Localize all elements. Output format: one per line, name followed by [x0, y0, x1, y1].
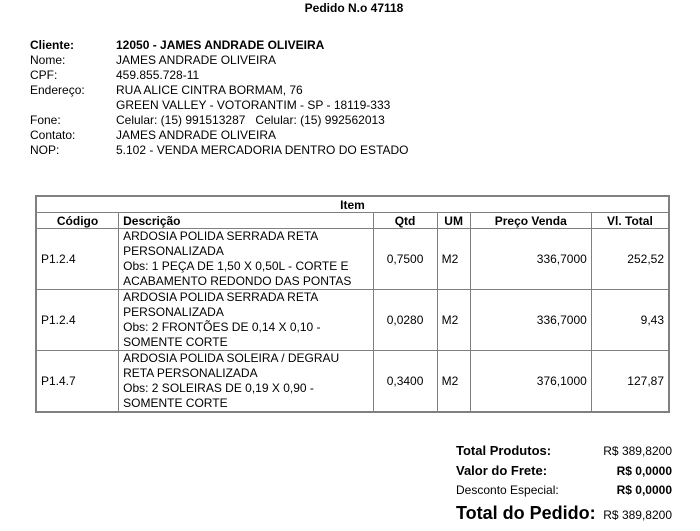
info-row-fone	[30, 113, 409, 128]
table-row	[36, 290, 669, 351]
table-row	[36, 229, 669, 290]
info-row-nop	[30, 143, 409, 158]
desconto-especial-label: Desconto Especial:	[456, 483, 559, 497]
col-header-vl-total: Vl. Total	[591, 213, 669, 229]
info-value: 12050 - JAMES ANDRADE OLIVEIRA	[116, 38, 325, 52]
cell-total: 127,87	[591, 351, 669, 413]
info-value: JAMES ANDRADE OLIVEIRA	[116, 53, 277, 67]
item-obs: Obs: 2 FRONTÕES DE 0,14 X 0,10 - SOMENTE CORTE	[123, 320, 321, 349]
info-value: GREEN VALLEY - VOTORANTIM - SP - 18119-333	[116, 98, 391, 112]
valor-frete-value: R$ 0,0000	[616, 464, 672, 478]
info-value: Celular: (15) 991513287 Celular: (15) 992562013	[116, 113, 385, 127]
cell-qty: 0,7500	[373, 229, 437, 290]
table-row	[36, 351, 669, 413]
total-pedido-row	[456, 503, 672, 524]
info-row-cliente	[30, 38, 409, 53]
item-description: ARDOSIA POLIDA SOLEIRA / DEGRAU RETA PERSONALIZADA	[123, 351, 340, 380]
cell-unit: M2	[437, 351, 470, 413]
total-produtos-row	[456, 443, 672, 463]
info-value: JAMES ANDRADE OLIVEIRA	[116, 128, 277, 142]
total-produtos-label: Total Produtos:	[456, 443, 552, 458]
cell-description	[119, 290, 373, 351]
col-header-um: UM	[437, 213, 470, 229]
info-label: Endereço:	[30, 83, 85, 97]
info-label: NOP:	[30, 143, 60, 157]
col-header-qtd: Qtd	[373, 213, 437, 229]
cell-code: P1.2.4	[36, 290, 119, 351]
items-table	[35, 195, 670, 413]
table-header-row	[36, 213, 669, 229]
col-header-descricao: Descrição	[119, 213, 373, 229]
cell-unit: M2	[437, 229, 470, 290]
col-header-codigo: Código	[36, 213, 119, 229]
info-row-endereco-2	[30, 98, 409, 113]
info-row-endereco	[30, 83, 409, 98]
cell-price: 336,7000	[470, 229, 591, 290]
cell-description	[119, 229, 373, 290]
cell-total: 9,43	[591, 290, 669, 351]
item-description: ARDOSIA POLIDA SERRADA RETA PERSONALIZADA	[123, 229, 318, 258]
item-description: ARDOSIA POLIDA SERRADA RETA PERSONALIZADA	[123, 290, 318, 319]
info-label	[30, 98, 116, 113]
info-label: Contato:	[30, 128, 76, 142]
item-obs: Obs: 2 SOLEIRAS DE 0,19 X 0,90 - SOMENTE CORTE	[123, 381, 314, 410]
info-value: 459.855.728-11	[116, 68, 200, 82]
item-group-header: Item	[36, 196, 669, 213]
page-title: Pedido N.o 47118	[304, 1, 404, 15]
info-label: Nome:	[30, 53, 66, 67]
cell-qty: 0,0280	[373, 290, 437, 351]
info-row-cpf	[30, 68, 409, 83]
item-obs: Obs: 1 PEÇA DE 1,50 X 0,50L - CORTE E ACABAMENTO REDONDO DAS PONTAS	[123, 259, 352, 288]
total-pedido-value: R$ 389,8200	[603, 508, 672, 522]
total-pedido-label: Total do Pedido:	[456, 503, 596, 523]
info-label: CPF:	[30, 68, 58, 82]
col-header-preco-venda: Preço Venda	[470, 213, 591, 229]
cell-price: 376,1000	[470, 351, 591, 413]
cell-qty: 0,3400	[373, 351, 437, 413]
info-value: 5.102 - VENDA MERCADORIA DENTRO DO ESTADO	[116, 143, 409, 157]
cell-unit: M2	[437, 290, 470, 351]
valor-frete-row	[456, 463, 672, 483]
desconto-especial-row	[456, 483, 672, 503]
customer-info	[30, 38, 409, 158]
info-value: RUA ALICE CINTRA BORMAM, 76	[116, 83, 303, 97]
info-row-nome	[30, 53, 409, 68]
totals-section	[456, 443, 672, 524]
table-group-header-row	[36, 196, 669, 213]
total-produtos-value: R$ 389,8200	[603, 444, 672, 458]
valor-frete-label: Valor do Frete:	[456, 463, 548, 478]
info-label: Cliente:	[30, 38, 75, 52]
cell-total: 252,52	[591, 229, 669, 290]
info-label: Fone:	[30, 113, 61, 127]
cell-code: P1.2.4	[36, 229, 119, 290]
cell-description	[119, 351, 373, 413]
cell-price: 336,7000	[470, 290, 591, 351]
cell-code: P1.4.7	[36, 351, 119, 413]
info-row-contato	[30, 128, 409, 143]
desconto-especial-value: R$ 0,0000	[616, 483, 672, 497]
